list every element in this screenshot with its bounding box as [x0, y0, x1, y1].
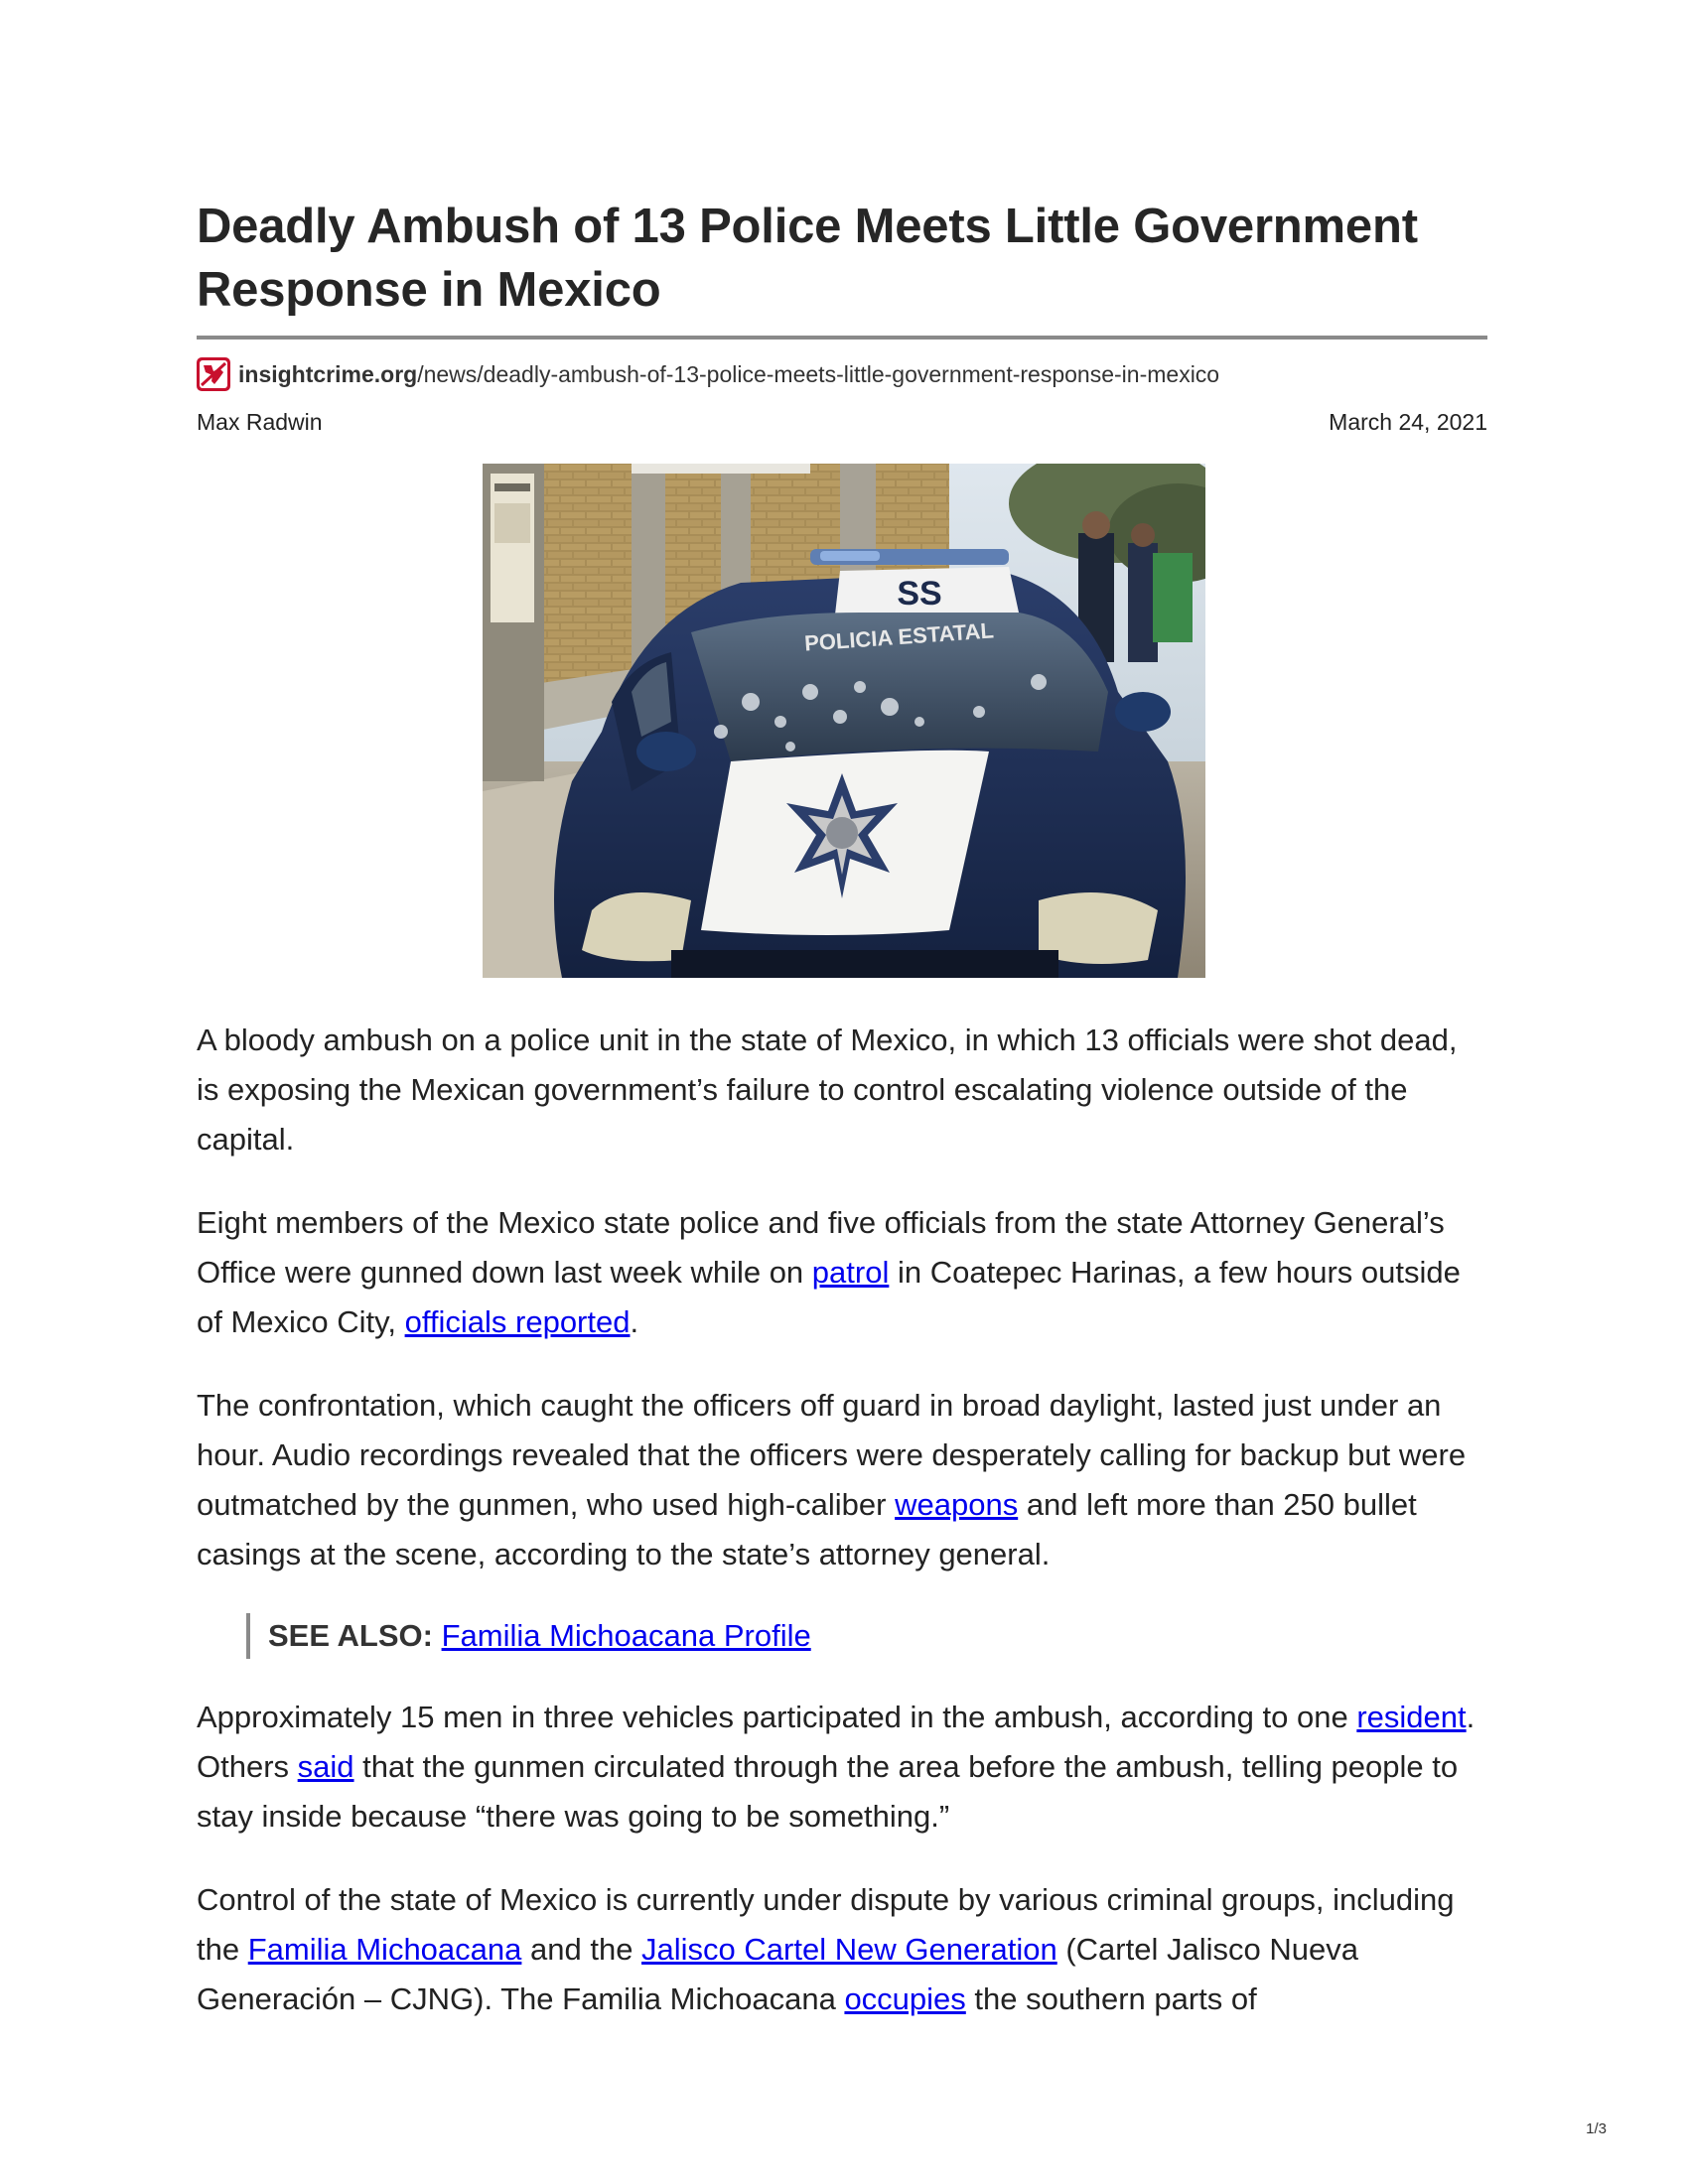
paragraph-text: . [630, 1304, 639, 1339]
car-roof-number: SS [897, 575, 942, 613]
paragraph-text: the southern parts of [965, 1981, 1257, 2016]
paragraph-text: that the gunmen circulated through the area before the ambush, telling people to stay inside because “there was going to be something.” [197, 1749, 1459, 1834]
paragraphs-after [197, 1693, 1487, 2024]
inline-link[interactable]: said [297, 1749, 354, 1784]
article-title: Deadly Ambush of 13 Police Meets Little Government Response in Mexico [197, 200, 1418, 317]
inline-link[interactable]: officials reported [404, 1304, 631, 1339]
inline-link[interactable]: Familia Michoacana [247, 1932, 522, 1967]
inline-link[interactable]: patrol [811, 1255, 890, 1290]
paragraph-text: Eight members of the Mexico state police and five officials from the state Attorney General’s Office were gunned down last week while on [197, 1205, 1445, 1290]
paragraphs-before [197, 1016, 1487, 1579]
paragraph-text: and the [521, 1932, 642, 1967]
source-path[interactable]: /news/deadly-ambush-of-13-police-meets-little-government-response-in-mexico [417, 360, 1220, 387]
inline-link[interactable]: resident [1356, 1700, 1467, 1734]
police-car-photo-icon [483, 464, 1205, 978]
paragraph-text: The confrontation, which caught the officers off guard in broad daylight, lasted just under an hour. Audio recordings revealed that the officers were desperately calling for backup but were outmatched by the gunmen, who used high-caliber [197, 1388, 1467, 1522]
article-paragraph [197, 1381, 1487, 1579]
article-body [197, 1016, 1487, 2024]
source-domain[interactable]: insightcrime.org [238, 360, 418, 387]
article-paragraph [197, 1198, 1487, 1347]
paragraph-text: Control of the state of Mexico is currently under dispute by various criminal groups, including the [197, 1882, 1455, 1967]
article-paragraph [197, 1016, 1487, 1164]
article-paragraph [197, 1875, 1487, 2024]
police-car-photo [483, 464, 1205, 978]
inline-link[interactable]: Jalisco Cartel New Generation [641, 1932, 1057, 1967]
publish-date: March 24, 2021 [1329, 409, 1487, 435]
inline-link[interactable]: weapons [895, 1487, 1019, 1522]
author-name: Max Radwin [197, 409, 323, 435]
paragraph-text: Approximately 15 men in three vehicles participated in the ambush, according to one [197, 1700, 1357, 1734]
paragraph-text: in Coatepec Harinas, a few hours outside of Mexico City, [197, 1255, 1461, 1339]
paragraph-text: . Others [197, 1700, 1476, 1784]
paragraph-text: (Cartel Jalisco Nueva Generación – CJNG). The Familia Michoacana [197, 1932, 1358, 2016]
paragraph-text: and left more than 250 bullet casings at the scene, according to the state’s attorney general. [197, 1487, 1417, 1571]
insightcrime-favicon-icon [197, 357, 230, 391]
source-line [197, 357, 1487, 391]
see-also-link[interactable]: Familia Michoacana Profile [441, 1618, 811, 1653]
title-divider [197, 336, 1487, 340]
see-also-label: SEE ALSO: [268, 1618, 433, 1653]
inline-link[interactable]: occupies [844, 1981, 966, 2016]
see-also-callout [246, 1613, 1487, 1659]
page-number: 1/3 [1586, 2120, 1607, 2137]
windshield-text: POLICIA ESTATAL [803, 617, 995, 656]
paragraph-text: A bloody ambush on a police unit in the state of Mexico, in which 13 officials were shot dead, is exposing the Mexican government’s failure to control escalating violence outside of the capital. [197, 1023, 1458, 1157]
article-page [197, 195, 1487, 2058]
byline [197, 409, 1487, 436]
article-paragraph [197, 1693, 1487, 1842]
